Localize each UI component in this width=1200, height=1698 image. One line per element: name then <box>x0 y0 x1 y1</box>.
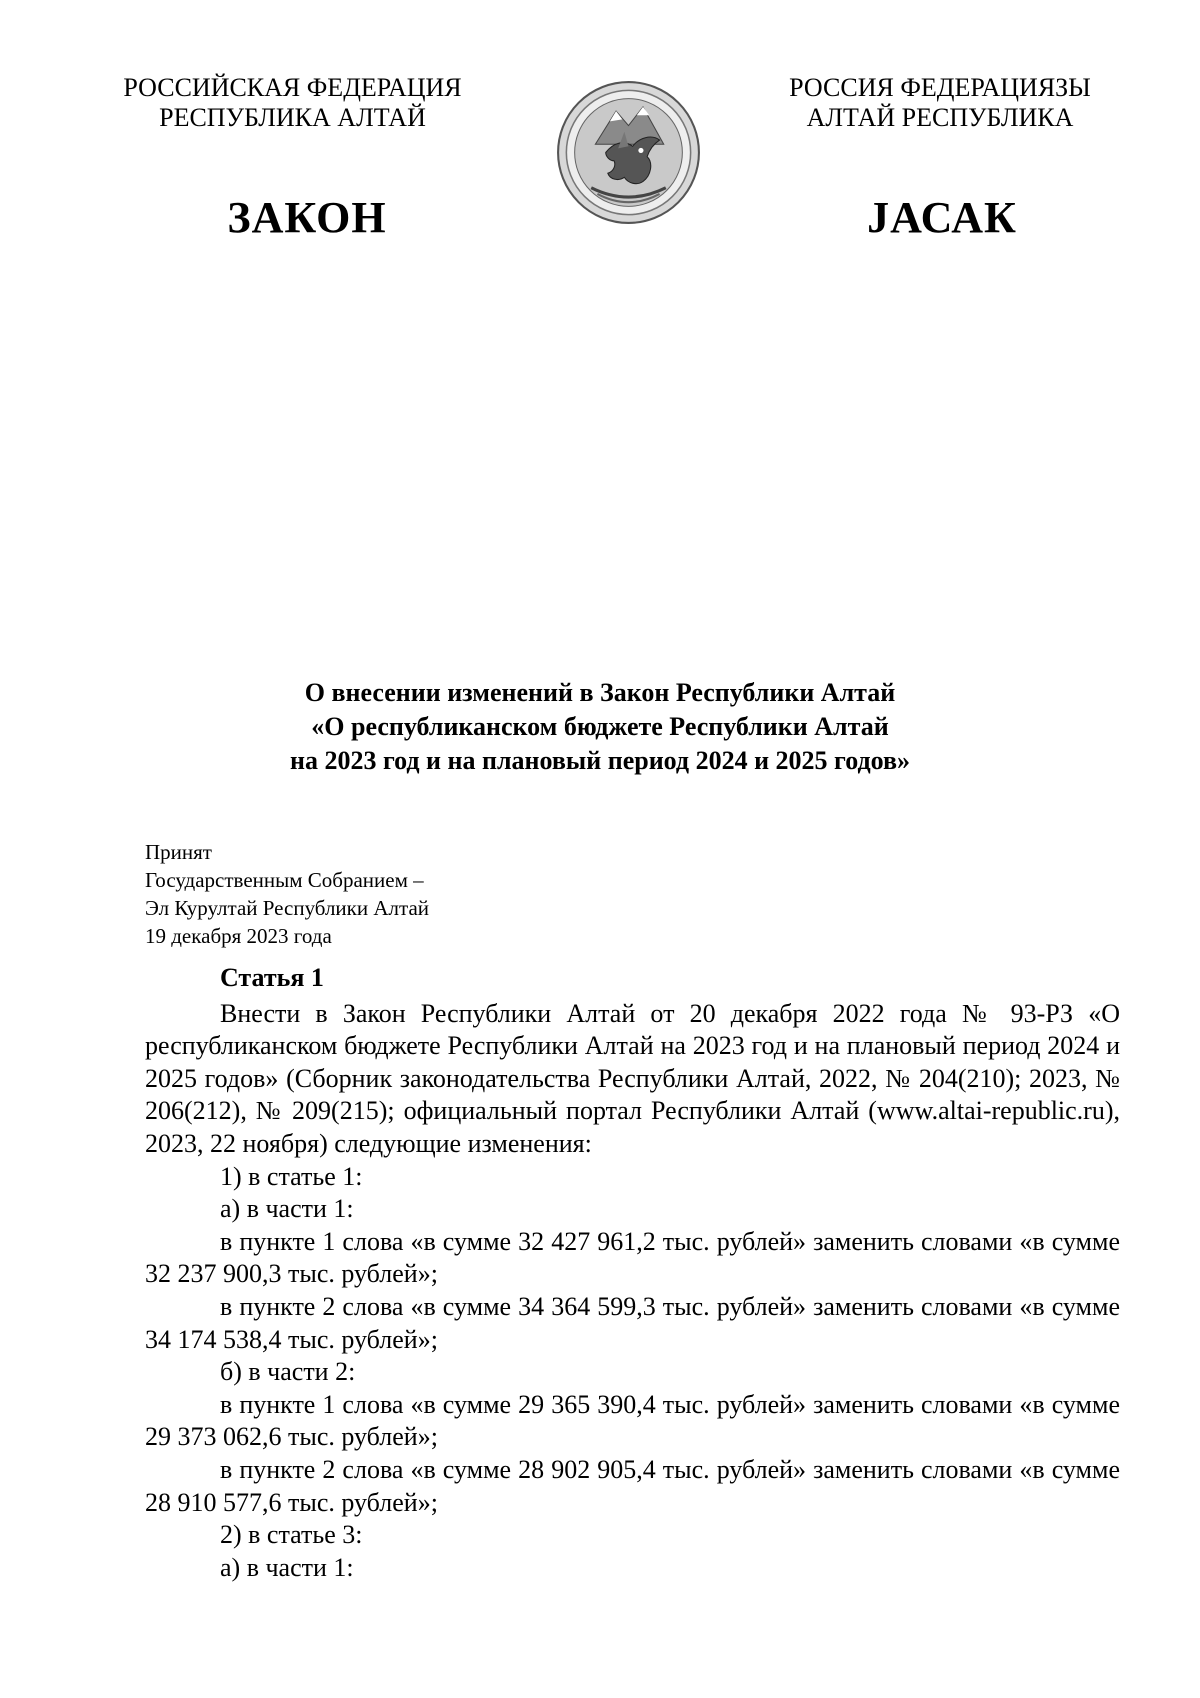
adoption-date: 19 декабря 2023 года <box>145 924 332 948</box>
adoption-note <box>145 838 565 950</box>
header-right-line-2: АЛТАЙ РЕСПУБЛИКА <box>806 103 1074 132</box>
paragraph-point-2b: в пункте 2 слова «в сумме 28 902 905,4 тыс. рублей» заменить словами «в сумме 28 910 577,6 тыс. рублей»; <box>145 1454 1120 1517</box>
header-right-line-1: РОССИЯ ФЕДЕРАЦИЯЗЫ <box>789 73 1091 102</box>
altai-coat-of-arms-icon <box>556 80 701 225</box>
header-left-line-2: РЕСПУБЛИКА АЛТАЙ <box>159 103 426 132</box>
paragraph-subitem-a2: а) в части 1: <box>220 1552 354 1582</box>
paragraph-point-2: в пункте 2 слова «в сумме 34 364 599,3 тыс. рублей» заменить словами «в сумме 34 174 538,4 тыс. рублей»; <box>145 1291 1120 1354</box>
paragraph-subitem-b: б) в части 2: <box>220 1357 356 1387</box>
paragraph-item-2: 2) в статье 3: <box>220 1520 363 1550</box>
header-right <box>760 73 1120 133</box>
law-subject-title <box>150 676 1050 778</box>
law-title-russian: ЗАКОН <box>227 193 387 242</box>
adoption-line-3: Эл Курултай Республики Алтай <box>145 896 430 920</box>
header-left <box>100 73 485 133</box>
law-title-altai: JАСАК <box>867 193 1017 242</box>
paragraph-subitem-a: а) в части 1: <box>220 1194 354 1224</box>
paragraph-intro: Внести в Закон Республики Алтай от 20 декабря 2022 года № 93-РЗ «О республиканском бюджете Республики Алтай на 2023 год и на плановый период 2024 и 2025 годов» (Сборник законодательства Республики Алтай, 2022, № 204(210); 2023, № 206(212), № 209(215); официальный портал Республики Алтай (www.altai-republic.ru), 2023, 22 ноября) следующие изменения: <box>145 998 1120 1158</box>
article-heading: Статья 1 <box>220 963 324 992</box>
paragraph-item-1: 1) в статье 1: <box>220 1161 363 1191</box>
title-line-1: О внесении изменений в Закон Республики Алтай <box>304 678 896 707</box>
adoption-line-2: Государственным Собранием – <box>145 868 424 892</box>
header-left-line-1: РОССИЙСКАЯ ФЕДЕРАЦИЯ <box>123 73 462 102</box>
title-line-3: на 2023 год и на плановый период 2024 и 2025 годов» <box>289 746 911 775</box>
adoption-line-1: Принят <box>145 840 212 864</box>
paragraph-point-1: в пункте 1 слова «в сумме 32 427 961,2 тыс. рублей» заменить словами «в сумме 32 237 900,3 тыс. рублей»; <box>145 1226 1120 1289</box>
paragraph-point-1b: в пункте 1 слова «в сумме 29 365 390,4 тыс. рублей» заменить словами «в сумме 29 373 062,6 тыс. рублей»; <box>145 1389 1120 1452</box>
law-body <box>145 962 1120 1584</box>
title-line-2: «О республиканском бюджете Республики Алтай <box>311 712 889 741</box>
